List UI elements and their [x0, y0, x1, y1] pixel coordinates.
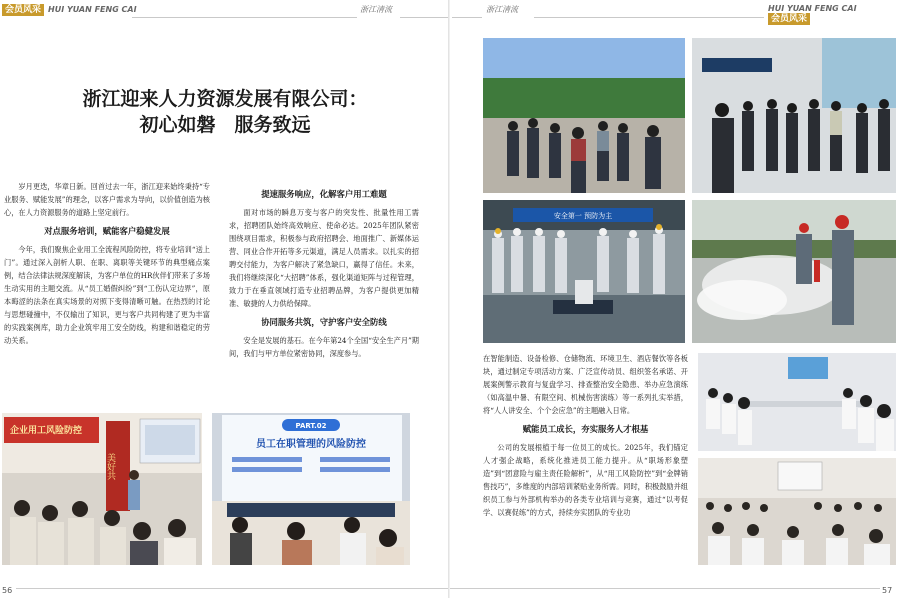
photo-presentation-slide: [212, 413, 410, 565]
footer-rule: [16, 588, 448, 589]
photo-conference-hall: [698, 458, 896, 565]
section-name: 浙江清流: [486, 5, 518, 14]
paragraph-1: 今年，我们聚焦企业用工全流程风险防控，将专业培训“送上门”。通过深入剖析人职、在职、离职等关键环节的典型痛点案例，结合法律法规深度解读，为客户单位的HR伙伴们带来了多场生动实用的主题交流。从“员工婚假纠纷”到“工伤认定边界”，原本晦涩的法条在真实场景的对照下变得清晰可触。在热烈的讨论与思想碰撞中，不仅输出了知识，更与客户共同构建了更为丰富的实践案例库，助力企业筑牢用工安全防线，构建和谐稳定的劳动关系。: [4, 245, 210, 345]
paragraph-2: 面对市场的瞬息万变与客户的突发性、批量性用工需求，招聘团队始终高效响应、使命必达。2025年团队紧密围绕项目需求，积极参与政府招聘会、地面推广、新媒体运营、同业合作开拓等多元渠道，满足人员需求。以扎实的招聘交付能力，为客户解决了紧急缺口，赢得了信任。未来，我们将继续深化“大招聘”体系，强化渠道矩阵与过程管理，致力于在垂直领域打造专业招聘品牌，为客户提供更加精准、敏捷的人力供给保障。: [229, 208, 419, 308]
subheading-3: 协同服务共筑，守护客户安全防线: [261, 317, 387, 327]
slide-title: 员工在职管理的风险防控: [256, 439, 366, 450]
column-en: HUI YUAN FENG CAI: [48, 5, 137, 14]
photo-indoor-meeting: [692, 38, 896, 193]
photo-factory-drill: [483, 200, 685, 343]
banner-text: 企业用工风险防控: [10, 426, 83, 436]
header-rule: [400, 17, 448, 18]
column-logo: 会员风采: [2, 4, 44, 16]
paragraph-3-continued: 在智能制造、设备检修、仓储物流、环境卫生、酒店餐饮等各板块，通过制定专项活动方案、广泛宣传动员、组织签名承诺、开展案例警示教育与复盘学习、排查整治安全隐患、举办应急演练（如高温中暑、有限空间、机械伤害演练）等一系列扎实举措，将“人人讲安全、个个会应急”的主题融入日常。: [483, 354, 688, 415]
subheading-1: 对点服务培训，赋能客户稳健发展: [44, 226, 170, 236]
photo-fire-drill: [692, 200, 896, 343]
right-page: [450, 0, 900, 598]
column-3: [483, 352, 688, 519]
column-2: [229, 188, 419, 360]
slide-tag: PART.02: [295, 422, 327, 430]
photo-training-session: [2, 413, 202, 565]
paragraph-4: 公司的发展根植于每一位员工的成长。2025年，我们锚定人才强企战略，系统化推进员工能力提升。从“职场形象塑造”到“团意险与雇主责任险解析”，从“用工风险防控”到“金牌销售技巧”，多维度的内部培训紧贴业务所需。同时，积极鼓励并组织员工参与外部机构举办的各类专业培训与竞赛，通过“以考促学、以赛促练”的方式，持续夯实团队的专业功: [483, 443, 688, 517]
page-number-right: 57: [882, 586, 893, 595]
right-header-section: [486, 4, 518, 16]
left-header: [2, 4, 137, 16]
page-number-left: 56: [2, 586, 13, 595]
header-rule: [534, 17, 764, 18]
footer-rule: [450, 588, 880, 589]
column-en: HUI YUAN FENG CAI: [768, 4, 857, 13]
left-header-section: [360, 4, 392, 16]
photo-outdoor-group: [483, 38, 685, 193]
subheading-2: 提速服务响应，化解客户用工难题: [261, 189, 387, 199]
factory-banner-text: 安全第一 预防为主: [553, 212, 613, 220]
subheading-4: 赋能员工成长，夯实服务人才根基: [522, 424, 649, 434]
intro-paragraph: 岁月更迭，华章日新。回首过去一年，浙江迎来始终秉持“专业服务、赋能发展”的理念，以客户需求为导向，以价值创造为核心，在人力资源服务的道路上坚定前行。: [4, 182, 210, 217]
header-rule: [452, 17, 482, 18]
article-title-line1: 浙江迎来人力资源发展有限公司：: [82, 88, 368, 110]
column-1: [4, 180, 210, 347]
banner-side-text: 美好共: [105, 453, 115, 480]
photo-classroom-training: [698, 353, 896, 451]
right-header: [768, 4, 900, 24]
article-title-line2: 初心如磐 服务致远: [139, 114, 311, 136]
header-rule: [132, 17, 357, 18]
section-name: 浙江清流: [360, 5, 392, 14]
column-logo: 会员风采: [768, 13, 810, 25]
paragraph-3: 安全是发展的基石。在今年第24个全国“安全生产月”期间，我们与甲方单位紧密协同，深度参与。: [229, 336, 419, 358]
